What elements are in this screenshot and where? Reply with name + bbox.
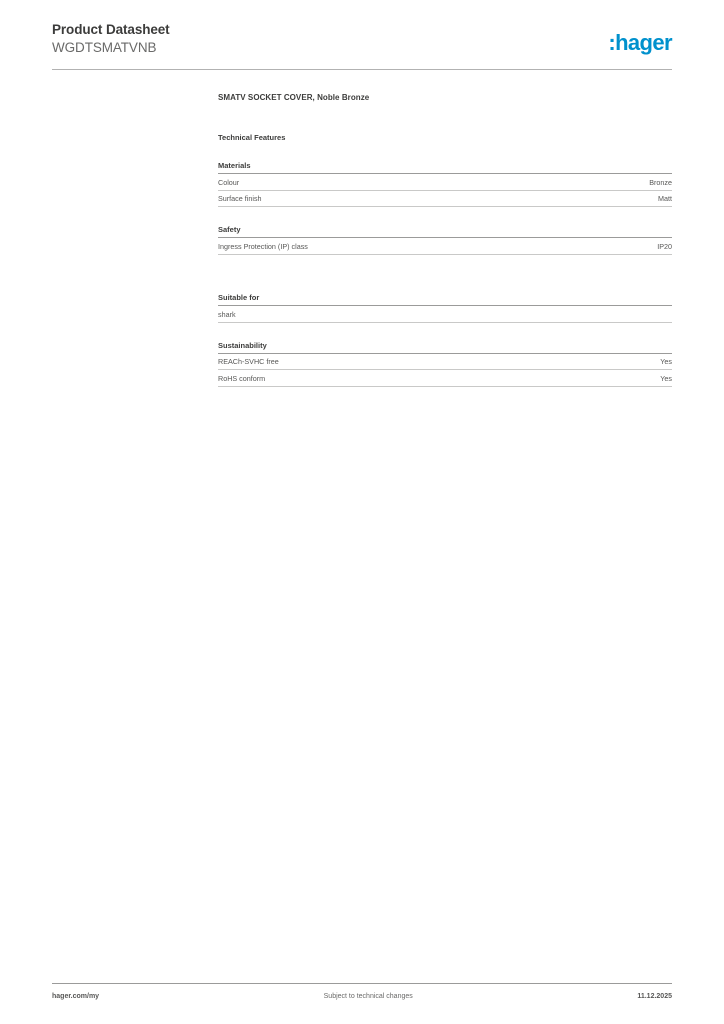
- row-value: IP20: [657, 241, 672, 251]
- footer-website[interactable]: hager.com/my: [52, 993, 100, 1000]
- section-heading-sustainability: Sustainability: [218, 340, 267, 350]
- section-heading-suitable-for: Suitable for: [218, 293, 260, 303]
- table-row: [218, 174, 672, 190]
- page-footer: [52, 993, 672, 1000]
- row-rule: [218, 386, 672, 387]
- section-spacer: [218, 255, 672, 275]
- header-divider: [52, 69, 672, 70]
- table-row: [218, 306, 672, 322]
- row-value: Yes: [660, 373, 672, 383]
- page-header: [52, 22, 672, 70]
- row-label: Ingress Protection (IP) class: [218, 241, 308, 251]
- section-heading-materials: Materials: [218, 161, 251, 170]
- footer-disclaimer: Subject to technical changes: [323, 993, 413, 1000]
- technical-features-heading: Technical Features: [218, 133, 286, 142]
- product-name: SMATV SOCKET COVER, Noble Bronze: [218, 93, 370, 102]
- footer-date: 11.12.2025: [637, 993, 672, 1000]
- product-code: WGDTSMATVNB: [52, 40, 157, 55]
- row-label: RoHS conform: [218, 373, 266, 383]
- row-value: Yes: [660, 357, 672, 367]
- footer-divider: [52, 983, 672, 984]
- row-label: REACh-SVHC free: [218, 357, 279, 367]
- page-title: Product Datasheet: [52, 22, 170, 37]
- row-label: Colour: [218, 177, 240, 187]
- row-rule: [218, 206, 672, 207]
- row-rule: [218, 322, 672, 323]
- row-label: Surface finish: [218, 194, 262, 204]
- section-heading-safety: Safety: [218, 225, 241, 235]
- hager-logo: :hager: [608, 30, 672, 55]
- row-value: Bronze: [649, 177, 672, 187]
- row-label: shark: [218, 309, 236, 319]
- datasheet-content: [218, 93, 672, 387]
- table-row: [218, 354, 672, 370]
- table-row: [218, 191, 672, 207]
- table-row: [218, 238, 672, 254]
- table-row: [218, 370, 672, 386]
- row-value: Matt: [658, 194, 672, 204]
